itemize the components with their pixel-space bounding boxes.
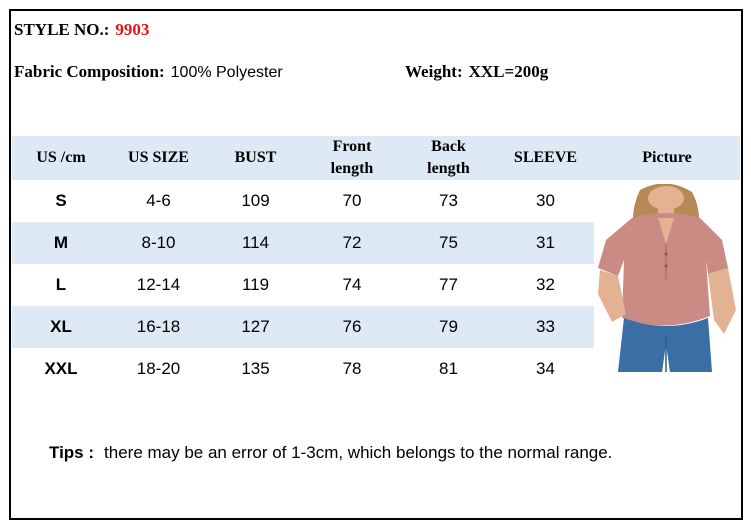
cell-back-length: 73 bbox=[439, 191, 458, 210]
cell-back-length: 77 bbox=[439, 275, 458, 294]
size-table bbox=[12, 136, 740, 390]
cell-size: S bbox=[55, 191, 67, 210]
header-sleeve: SLEEVE bbox=[497, 136, 594, 180]
cell-us-size: 18-20 bbox=[136, 359, 181, 378]
cell-us-size: 16-18 bbox=[110, 306, 207, 348]
cell-size: XL bbox=[12, 306, 110, 348]
cell-sleeve: 31 bbox=[497, 222, 594, 264]
cell-back-length: 75 bbox=[400, 222, 497, 264]
tips-label: Tips : bbox=[49, 443, 95, 462]
header-bust: BUST bbox=[207, 136, 304, 180]
header-picture: Picture bbox=[594, 136, 740, 180]
header-front-length bbox=[304, 136, 400, 180]
fabric-value: 100% Polyester bbox=[170, 64, 283, 81]
cell-bust: 119 bbox=[241, 275, 270, 294]
weight-value: XXL=200g bbox=[468, 62, 549, 81]
header-front-line2: length bbox=[330, 160, 374, 177]
cell-size: XXL bbox=[44, 359, 78, 378]
header-us-size: US SIZE bbox=[110, 136, 207, 180]
cell-bust: 127 bbox=[207, 306, 304, 348]
fabric-composition-line bbox=[14, 62, 283, 82]
header-back-length bbox=[400, 136, 497, 180]
table-row bbox=[12, 180, 740, 222]
weight-line bbox=[405, 62, 548, 82]
style-number-line bbox=[14, 20, 149, 40]
cell-us-size: 8-10 bbox=[110, 222, 207, 264]
header-back-line2: length bbox=[427, 160, 470, 177]
cell-front-length: 78 bbox=[342, 359, 362, 378]
picture-cell bbox=[594, 180, 740, 390]
weight-label: Weight: bbox=[405, 62, 463, 81]
fabric-label: Fabric Composition: bbox=[14, 62, 165, 81]
cell-front-length: 74 bbox=[342, 275, 362, 294]
cell-back-length: 81 bbox=[439, 359, 458, 378]
cell-sleeve: 32 bbox=[536, 275, 555, 294]
cell-size: L bbox=[55, 275, 67, 294]
tips-text: there may be an error of 1-3cm, which belongs to the normal range. bbox=[104, 443, 613, 462]
product-photo bbox=[596, 184, 738, 372]
cell-front-length: 76 bbox=[304, 306, 400, 348]
cell-sleeve: 34 bbox=[536, 359, 555, 378]
style-number: 9903 bbox=[115, 20, 150, 39]
cell-back-length: 79 bbox=[400, 306, 497, 348]
cell-us-size: 12-14 bbox=[136, 275, 181, 294]
cell-bust: 135 bbox=[241, 359, 270, 378]
cell-bust: 114 bbox=[207, 222, 304, 264]
cell-sleeve: 33 bbox=[497, 306, 594, 348]
cell-sleeve: 30 bbox=[536, 191, 555, 210]
cell-size: M bbox=[12, 222, 110, 264]
cell-front-length: 70 bbox=[342, 191, 362, 210]
header-front-line1: Front bbox=[332, 138, 372, 155]
cell-bust: 109 bbox=[241, 191, 270, 210]
header-back-line1: Back bbox=[431, 138, 466, 155]
header-us-cm: US /cm bbox=[12, 136, 110, 180]
table-header-row bbox=[12, 136, 740, 180]
cell-front-length: 72 bbox=[304, 222, 400, 264]
style-label: STYLE NO.: bbox=[14, 20, 110, 39]
cell-us-size: 4-6 bbox=[146, 191, 171, 210]
tips-line bbox=[49, 443, 612, 463]
